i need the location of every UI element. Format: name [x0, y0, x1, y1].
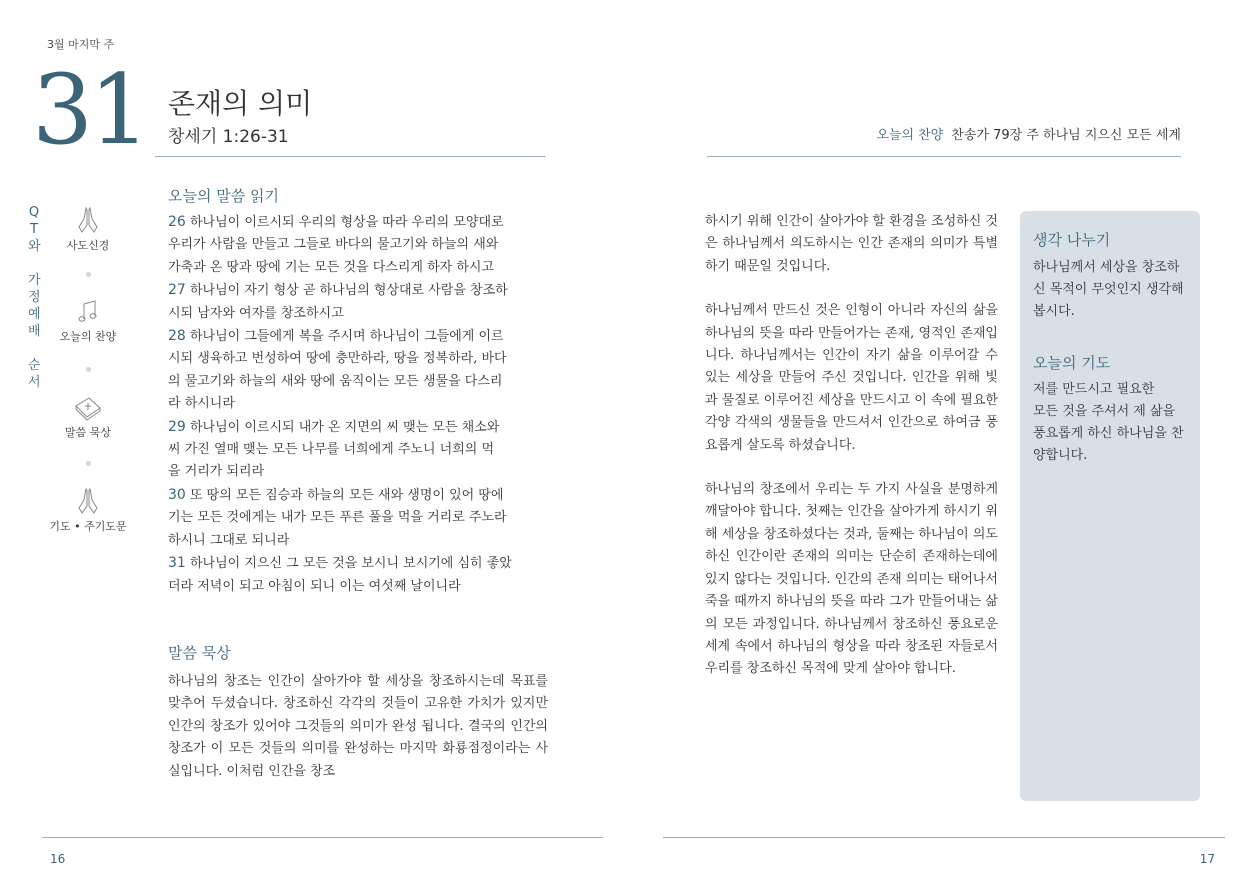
share-heading: 생각 나누기	[1033, 231, 1111, 249]
sidebar-item-label: 오늘의 찬양	[59, 330, 117, 343]
text-line: 하나님께서 세상을 창조하	[1033, 260, 1180, 275]
verse-text: 시되 생육하고 번성하여 땅에 충만하라, 땅을 정복하라, 바다	[168, 351, 507, 367]
page-title: 존재의 의미	[168, 87, 313, 120]
verse-line	[168, 393, 548, 415]
vertical-char: Q	[28, 205, 40, 220]
hymn-value: 찬송가 79장 주 하나님 지으신 모든 세계	[951, 128, 1181, 143]
verse-number: 30	[168, 486, 186, 503]
meditation-text-left: 하나님의 창조는 인간이 살아가야 할 세상을 창조하시는데 목표를 맞추어 두셨습니다. 창조하신 각각의 것들이 고유한 가치가 있지만 인간의 창조가 있어야 그것들의 의미가 완성 됩니다. 결국의 인간의 창조가 이 모든 것들의 의미를 완성하는 마지막 화룡점정이라는 사실입니다. 이처럼 인간을 창조	[168, 674, 548, 779]
separator-dot	[86, 272, 91, 277]
verse-line	[168, 303, 548, 325]
text-line: 양합니다.	[1033, 448, 1088, 463]
verse-text: 하나님이 이르시되 내가 온 지면의 씨 맺는 모든 채소와	[189, 419, 500, 435]
vertical-gap	[28, 255, 40, 272]
sidebar-item-todays-hymn	[33, 296, 143, 344]
verse-text: 더라 저녁이 되고 아침이 되니 이는 여섯째 날이니라	[168, 578, 461, 594]
verse-line	[168, 576, 548, 598]
sharing-box	[1020, 211, 1200, 801]
verse-line	[168, 211, 548, 234]
meditation-heading: 말씀 묵상	[168, 644, 231, 662]
verse-line	[168, 461, 548, 483]
verse-line	[168, 371, 548, 393]
text-line: 봅시다.	[1033, 304, 1075, 319]
praying-hands-icon	[73, 205, 103, 235]
sidebar-item-apostles-creed	[33, 205, 143, 253]
meditation-text-right	[705, 211, 998, 703]
day-number: 31	[32, 54, 147, 166]
vertical-char: T	[30, 222, 38, 237]
paragraph: 하나님께서 만드신 것은 인형이 아니라 자신의 삶을 하나님의 뜻을 따라 만들어가는 존재, 영적인 존재입니다. 하나님께서는 인간이 자기 삶을 이루어갈 수 있는 세상을 만들어 주신 것입니다. 인간을 위해 빛과 물질로 이루어진 세상을 만드시고 이 속에 필요한 각양 각색의 생물들을 만드셔서 인간으로 하여금 풍요롭게 살도록 하셨습니다.	[705, 303, 998, 453]
verse-line	[168, 348, 548, 370]
footer-rule-left	[42, 837, 603, 838]
verse-line	[168, 552, 548, 575]
verse-text: 시되 남자와 여자를 창조하시고	[168, 305, 344, 321]
verse-text: 하나님이 자기 형상 곧 하나님의 형상대로 사람을 창조하	[189, 283, 508, 299]
reading-heading: 오늘의 말씀 읽기	[168, 187, 279, 205]
header-rule-left	[155, 156, 546, 157]
vertical-char: 배	[28, 324, 41, 339]
sidebar-item-label: 사도신경	[66, 239, 110, 252]
verse-text: 을 거리가 되리라	[168, 464, 265, 480]
verse-text: 씨 가진 열매 맺는 모든 나무를 너희에게 주노니 너희의 먹	[168, 442, 495, 458]
verse-text: 하시니 그대로 되니라	[168, 532, 290, 548]
verse-line	[168, 257, 548, 279]
verse-text: 하나님이 지으신 그 모든 것을 보시니 보시기에 심히 좋았	[189, 556, 512, 572]
verse-text: 의 물고기와 하늘의 새와 땅에 움직이는 모든 생물을 다스리	[168, 373, 503, 389]
verse-number: 31	[168, 555, 186, 572]
bible-icon	[73, 392, 103, 422]
verse-line	[168, 507, 548, 529]
vertical-char: 가	[28, 273, 41, 288]
sidebar-item-prayer	[33, 486, 143, 534]
hymn-label: 오늘의 찬양	[876, 128, 944, 143]
verse-line	[168, 530, 548, 552]
sidebar-item-meditation	[33, 392, 143, 440]
verse-number: 26	[168, 214, 186, 230]
vertical-char: 정	[28, 290, 41, 305]
verse-line	[168, 325, 548, 348]
share-text	[1033, 257, 1191, 323]
verse-line	[168, 416, 548, 439]
verse-line	[168, 484, 548, 507]
header-rule-right	[707, 156, 1181, 157]
separator-dot	[86, 461, 91, 466]
separator-dot	[86, 367, 91, 372]
verse-text: 또 땅의 모든 짐승과 하늘의 모든 새와 생명이 있어 땅에	[189, 487, 504, 503]
verse-text: 하나님이 그들에게 복을 주시며 하나님이 그들에게 이르	[189, 329, 504, 345]
paragraph: 하나님의 창조에서 우리는 두 가지 사실을 분명하게 깨달아야 합니다. 첫째는 인간을 살아가게 하시기 위해 세상을 창조하셨다는 것과, 둘째는 하나님이 의도하신 인간이란 존재의 의미는 단순히 존재하는데에 있지 않다는 것입니다. 인간의 존재 의미는 태어나서 죽을 때까지 하나님의 뜻을 따라 그가 만들어내는 삶의 모든 과정입니다. 하나님께서 창조하신 풍요로운 세계 속에서 하나님의 형상을 따라 창조된 자들로서 우리를 창조하신 목적에 맞게 살아야 합니다.	[705, 482, 998, 677]
text-line: 저를 만드시고 필요한	[1033, 382, 1155, 397]
week-label: 3월 마지막 주	[47, 38, 115, 51]
verse-text: 우리가 사람을 만들고 그들로 바다의 물고기와 하늘의 새와	[168, 237, 499, 253]
verse-line	[168, 439, 548, 461]
verse-text: 가축과 온 땅과 땅에 기는 모든 것을 다스리게 하자 하시고	[168, 259, 495, 275]
music-note-icon	[73, 296, 103, 326]
sidebar-item-label: 기도 • 주기도문	[49, 520, 127, 533]
verse-text: 하나님이 이르시되 우리의 형상을 따라 우리의 모양대로	[189, 215, 504, 230]
verse-line	[168, 279, 548, 302]
praying-hands-icon	[73, 486, 103, 516]
scripture-reference: 창세기 1:26-31	[168, 127, 289, 147]
text-line: 풍요롭게 하신 하나님을 찬	[1033, 426, 1184, 441]
page-number-right: 17	[1199, 852, 1215, 866]
verse-number: 28	[168, 328, 186, 345]
verse-number: 27	[168, 282, 186, 299]
vertical-char: 와	[28, 239, 41, 254]
paragraph: 하시기 위해 인간이 살아가야 할 환경을 조성하신 것은 하나님께서 의도하시는 인간 존재의 의미가 특별하기 때문일 것입니다.	[705, 214, 998, 274]
vertical-char: 서	[28, 375, 41, 390]
prayer-text	[1033, 379, 1191, 467]
text-line: 신 목적이 무엇인지 생각해	[1033, 282, 1184, 297]
sidebar-item-label: 말씀 묵상	[64, 426, 111, 439]
todays-hymn	[876, 124, 1181, 143]
verse-text: 기는 모든 것에게는 내가 모든 푸른 풀을 먹을 거리로 주노라	[168, 510, 507, 526]
verse-number: 29	[168, 418, 186, 435]
vertical-char: 순	[28, 358, 41, 373]
verse-list	[168, 211, 548, 598]
prayer-heading: 오늘의 기도	[1033, 354, 1111, 372]
text-line: 모든 것을 주셔서 제 삶을	[1033, 404, 1176, 419]
page-number-left: 16	[50, 852, 66, 866]
verse-line	[168, 234, 548, 256]
vertical-char: 예	[28, 307, 41, 322]
footer-rule-right	[663, 837, 1225, 838]
verse-text: 라 하시니라	[168, 396, 235, 412]
